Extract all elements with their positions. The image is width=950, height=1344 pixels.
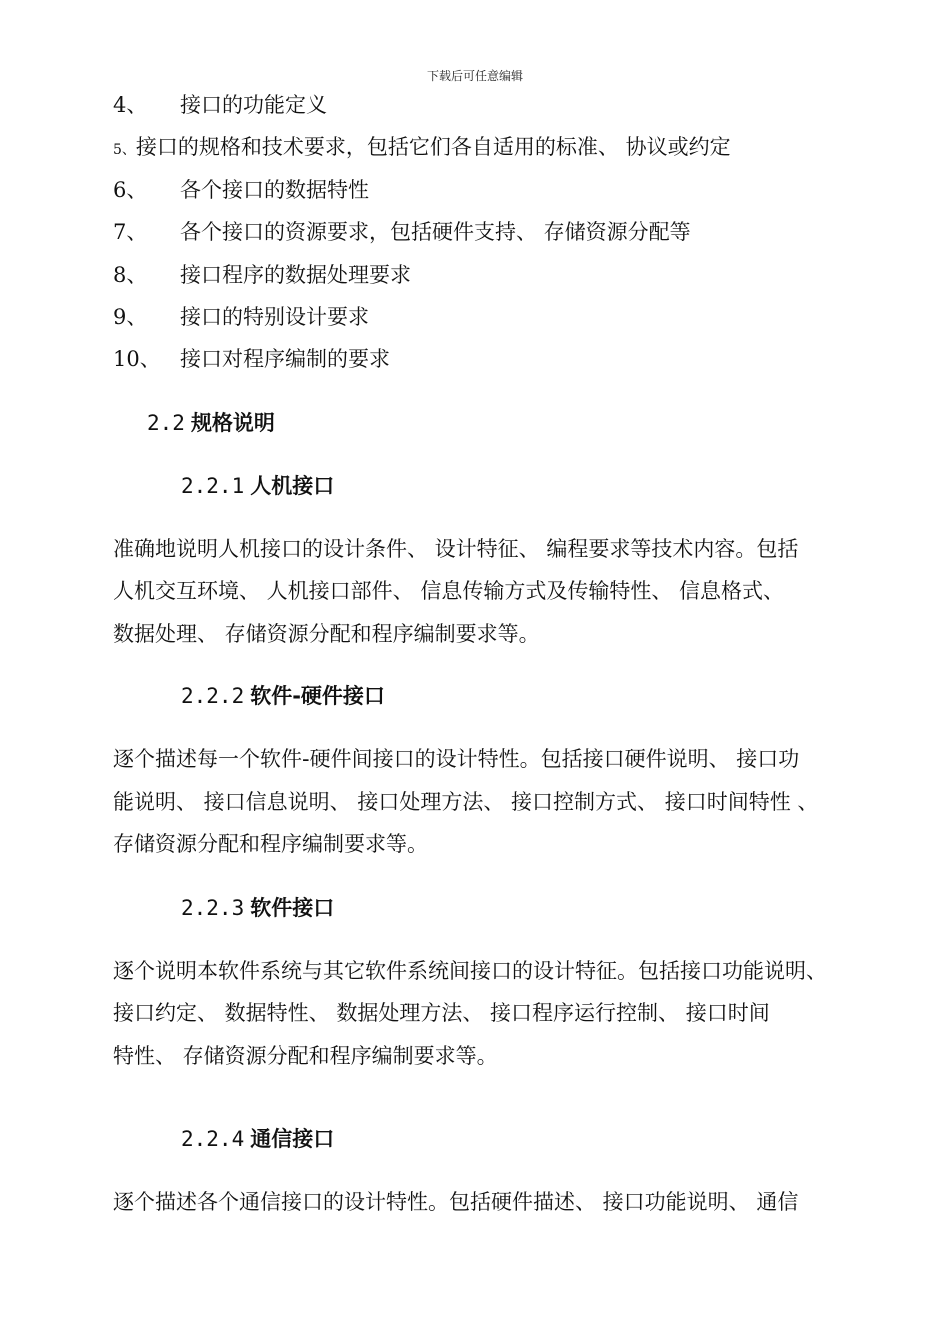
section-title: 人机接口 xyxy=(250,474,335,498)
section-number: 2.2.1 xyxy=(181,474,245,498)
header-note: 下载后可任意编辑 xyxy=(426,69,523,83)
paragraph-line: 逐个说明本软件系统与其它软件系统间接口的设计特征。包括接口功能说明、 xyxy=(113,959,827,983)
section-number: 2.2 xyxy=(147,411,185,435)
section-title: 软件接口 xyxy=(250,896,335,920)
list-item-number: 5、 xyxy=(113,142,136,158)
paragraph-line: 能说明、 接口信息说明、 接口处理方法、 接口控制方式、 接口时间特性 、 xyxy=(113,790,819,814)
section-title: 规格说明 xyxy=(190,411,275,435)
section-number: 2.2.3 xyxy=(181,896,245,920)
list-item-number: 10、 xyxy=(113,347,161,371)
section-number: 2.2.2 xyxy=(181,684,245,708)
paragraph-line: 接口约定、 数据特性、 数据处理方法、 接口程序运行控制、 接口时间 xyxy=(113,1001,770,1025)
list-item-text: 各个接口的资源要求，包括硬件支持、 存储资源分配等 xyxy=(180,220,691,244)
paragraph-line: 准确地说明人机接口的设计条件、 设计特征、 编程要求等技术内容。包括 xyxy=(113,537,799,561)
list-item xyxy=(113,304,369,330)
list-item-text: 接口对程序编制的要求 xyxy=(180,347,390,371)
section-heading-2-2-1 xyxy=(181,473,334,499)
list-item-text: 接口的功能定义 xyxy=(180,93,327,117)
list-item xyxy=(113,177,369,203)
list-item-number: 6、 xyxy=(113,178,148,202)
list-item xyxy=(113,92,327,118)
paragraph-line: 逐个描述各个通信接口的设计特性。包括硬件描述、 接口功能说明、 通信 xyxy=(113,1190,799,1214)
list-item xyxy=(113,219,691,245)
paragraph-line: 特性、 存储资源分配和程序编制要求等。 xyxy=(113,1044,498,1068)
list-item-text: 接口程序的数据处理要求 xyxy=(180,263,411,287)
list-item-number: 4、 xyxy=(113,93,148,117)
list-item xyxy=(113,346,390,372)
paragraph-line: 数据处理、 存储资源分配和程序编制要求等。 xyxy=(113,622,540,646)
list-item-number: 8、 xyxy=(113,263,148,287)
section-title: 软件-硬件接口 xyxy=(250,684,385,708)
list-item-text: 各个接口的数据特性 xyxy=(180,178,369,202)
section-number: 2.2.4 xyxy=(181,1127,245,1151)
section-title: 通信接口 xyxy=(250,1127,335,1151)
section-heading-2-2-4 xyxy=(181,1126,334,1152)
section-heading-2-2-2 xyxy=(181,683,385,709)
list-item-text: 接口的规格和技术要求，包括它们各自适用的标准、 协议或约定 xyxy=(135,135,731,159)
list-item-text: 接口的特别设计要求 xyxy=(180,305,369,329)
section-heading-2-2-3 xyxy=(181,895,334,921)
list-item-number: 7、 xyxy=(113,220,148,244)
paragraph-line: 人机交互环境、 人机接口部件、 信息传输方式及传输特性、 信息格式、 xyxy=(113,579,785,603)
list-item-number: 9、 xyxy=(113,305,148,329)
paragraph-line: 逐个描述每一个软件-硬件间接口的设计特性。包括接口硬件说明、 接口功 xyxy=(113,747,800,771)
list-item xyxy=(113,262,411,288)
list-item xyxy=(113,134,731,163)
section-heading-2-2 xyxy=(147,410,275,436)
paragraph-line: 存储资源分配和程序编制要求等。 xyxy=(113,832,428,856)
